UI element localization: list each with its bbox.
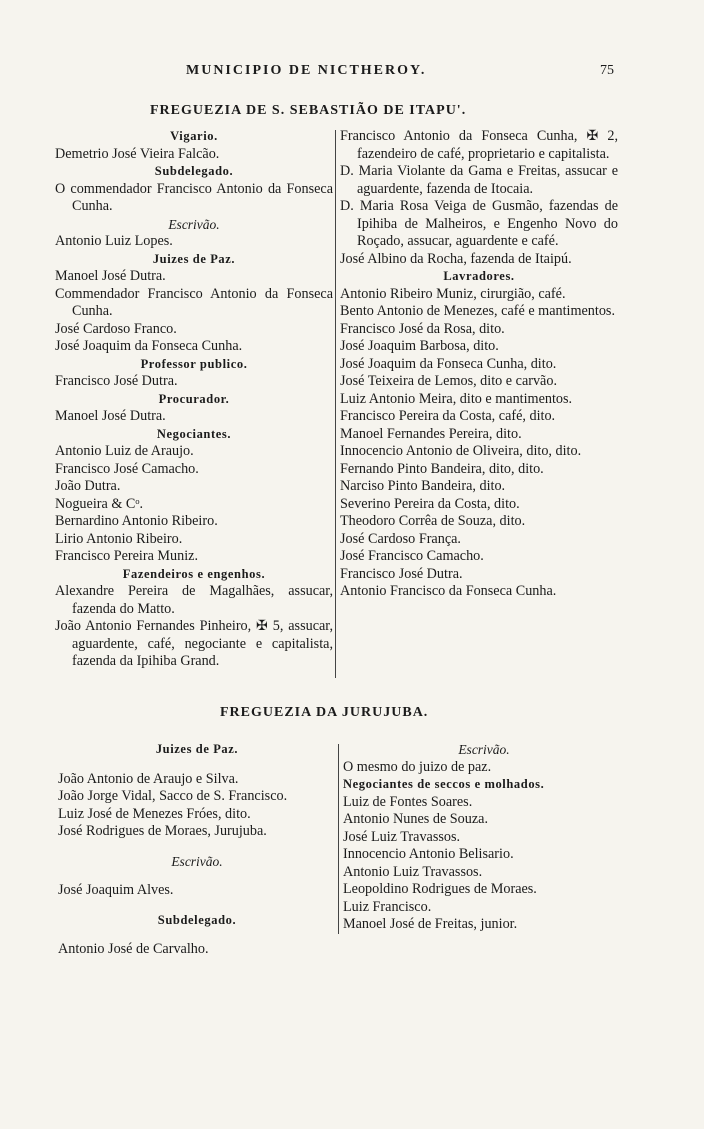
- section-title-itapu: FREGUEZIA DE S. SEBASTIÃO DE ITAPU'.: [150, 103, 467, 118]
- list-item: José Joaquim da Fonseca Cunha, dito.: [340, 355, 557, 372]
- heading-juizes-de-paz: Juizes de Paz.: [152, 251, 236, 266]
- list-item: Alexandre Pereira de Magalhães, assucar, fazenda do Matto.: [55, 583, 333, 617]
- heading-subdelegado: Subdelegado.: [157, 912, 237, 927]
- list-item: Francisco José da Rosa, dito.: [340, 320, 505, 337]
- list-item: Francisco José Dutra.: [55, 373, 178, 389]
- list-item: José Joaquim Alves.: [58, 882, 174, 898]
- list-item: João Dutra.: [55, 478, 121, 494]
- list-item: D. Maria Violante da Gama e Freitas, assucar e aguardente, fazenda de Itocaia.: [340, 163, 618, 197]
- list-item: Bernardino Antonio Ribeiro.: [55, 513, 218, 529]
- list-item: Francisco José Camacho.: [55, 460, 199, 477]
- list-item: Lirio Antonio Ribeiro.: [55, 530, 183, 547]
- list-item: O commendador Francisco Antonio da Fonseca Cunha.: [55, 180, 333, 214]
- list-item: João Antonio de Araujo e Silva.: [58, 770, 239, 787]
- list-item: Luiz Francisco.: [343, 898, 432, 915]
- list-item: D. Maria Rosa Veiga de Gusmão, fazendas de Ipihiba de Malheiros, e Engenho Novo do Roçado, assucar, aguardente e café.: [340, 198, 618, 249]
- column-divider: [338, 744, 339, 934]
- list-item: Antonio Luiz Lopes.: [55, 233, 173, 249]
- list-item: Luiz José de Menezes Fróes, dito.: [58, 805, 251, 822]
- list-item: Manoel José Dutra.: [55, 268, 166, 284]
- list-item: José Albino da Rocha, fazenda de Itaipú.: [340, 250, 572, 267]
- list-item: Antonio Luiz de Araujo.: [55, 443, 194, 459]
- jurujuba-right-column: [343, 741, 625, 934]
- heading-juizes-de-paz: Juizes de Paz.: [155, 742, 239, 756]
- heading-escrivao: Escrivão.: [458, 742, 510, 757]
- list-item: Antonio Ribeiro Muniz, cirurgião, café.: [340, 285, 566, 302]
- list-item: João Antonio Fernandes Pinheiro, ✠ 5, assucar, aguardente, café, negociante e capitalista, fazenda da Ipihiba Grand.: [55, 618, 333, 669]
- list-item: Demetrio José Vieira Falcão.: [55, 145, 220, 162]
- list-item: José Rodrigues de Moraes, Jurujuba.: [58, 823, 267, 839]
- list-item: Antonio Francisco da Fonseca Cunha.: [340, 583, 557, 599]
- list-item: Francisco Antonio da Fonseca Cunha, ✠ 2, fazendeiro de café, proprietario e capitalista.: [340, 128, 618, 162]
- list-item: Francisco Pereira Muniz.: [55, 548, 199, 564]
- jurujuba-left-column: [58, 741, 336, 959]
- list-item: Manoel José de Freitas, junior.: [343, 916, 518, 932]
- list-item: José Cardoso França.: [340, 530, 461, 547]
- running-head: MUNICIPIO DE NICTHEROY.: [186, 63, 427, 78]
- heading-professor-publico: Professor publico.: [140, 356, 248, 371]
- list-item: Nogueira & Cᵒ.: [55, 495, 144, 512]
- column-divider: [335, 130, 336, 678]
- list-item: Luiz Antonio Meira, dito e mantimentos.: [340, 390, 573, 407]
- heading-fazendeiros-e-engenhos: Fazendeiros e engenhos.: [122, 566, 266, 581]
- itapu-right-column: [340, 128, 618, 601]
- list-item: Innocencio Antonio de Oliveira, dito, dito.: [340, 443, 582, 459]
- list-item: José Joaquim da Fonseca Cunha.: [55, 338, 243, 354]
- list-item: Commendador Francisco Antonio da Fonseca Cunha.: [55, 285, 333, 319]
- list-item: O mesmo do juizo de paz.: [343, 758, 492, 775]
- list-item: Severino Pereira da Costa, dito.: [340, 495, 520, 512]
- list-item: Fernando Pinto Bandeira, dito, dito.: [340, 460, 544, 477]
- list-item: Luiz de Fontes Soares.: [343, 793, 473, 810]
- list-item: Leopoldino Rodrigues de Moraes.: [343, 881, 537, 897]
- list-item: Antonio Luiz Travassos.: [343, 863, 483, 880]
- list-item: Antonio José de Carvalho.: [58, 941, 209, 957]
- list-item: Antonio Nunes de Souza.: [343, 811, 489, 827]
- list-item: Innocencio Antonio Belisario.: [343, 846, 514, 862]
- list-item: Manoel José Dutra.: [55, 408, 166, 424]
- list-item: Manoel Fernandes Pereira, dito.: [340, 425, 522, 442]
- heading-escrivao: Escrivão.: [168, 216, 220, 232]
- list-item: Bento Antonio de Menezes, café e mantimentos.: [340, 303, 615, 319]
- heading-negociantes-seccos-molhados: Negociantes de seccos e molhados.: [343, 777, 545, 791]
- heading-negociantes: Negociantes.: [156, 426, 232, 441]
- page-number: 75: [600, 63, 614, 78]
- heading-subdelegado: Subdelegado.: [154, 164, 234, 178]
- list-item: José Joaquim Barbosa, dito.: [340, 338, 499, 354]
- itapu-left-column: [55, 128, 333, 671]
- list-item: José Teixeira de Lemos, dito e carvão.: [340, 373, 557, 389]
- heading-vigario: Vigario.: [170, 129, 218, 143]
- list-item: João Jorge Vidal, Sacco de S. Francisco.: [58, 788, 288, 804]
- section-title-jurujuba: FREGUEZIA DA JURUJUBA.: [220, 705, 429, 720]
- list-item: José Francisco Camacho.: [340, 548, 484, 564]
- list-item: Francisco Pereira da Costa, café, dito.: [340, 408, 556, 424]
- heading-escrivao: Escrivão.: [171, 853, 223, 869]
- heading-procurador: Procurador.: [158, 391, 230, 406]
- list-item: Narciso Pinto Bandeira, dito.: [340, 478, 506, 494]
- list-item: José Luiz Travassos.: [343, 828, 461, 845]
- list-item: José Cardoso Franco.: [55, 320, 177, 337]
- list-item: Theodoro Corrêa de Souza, dito.: [340, 513, 526, 529]
- list-item: Francisco José Dutra.: [340, 565, 463, 582]
- heading-lavradores: Lavradores.: [443, 269, 515, 283]
